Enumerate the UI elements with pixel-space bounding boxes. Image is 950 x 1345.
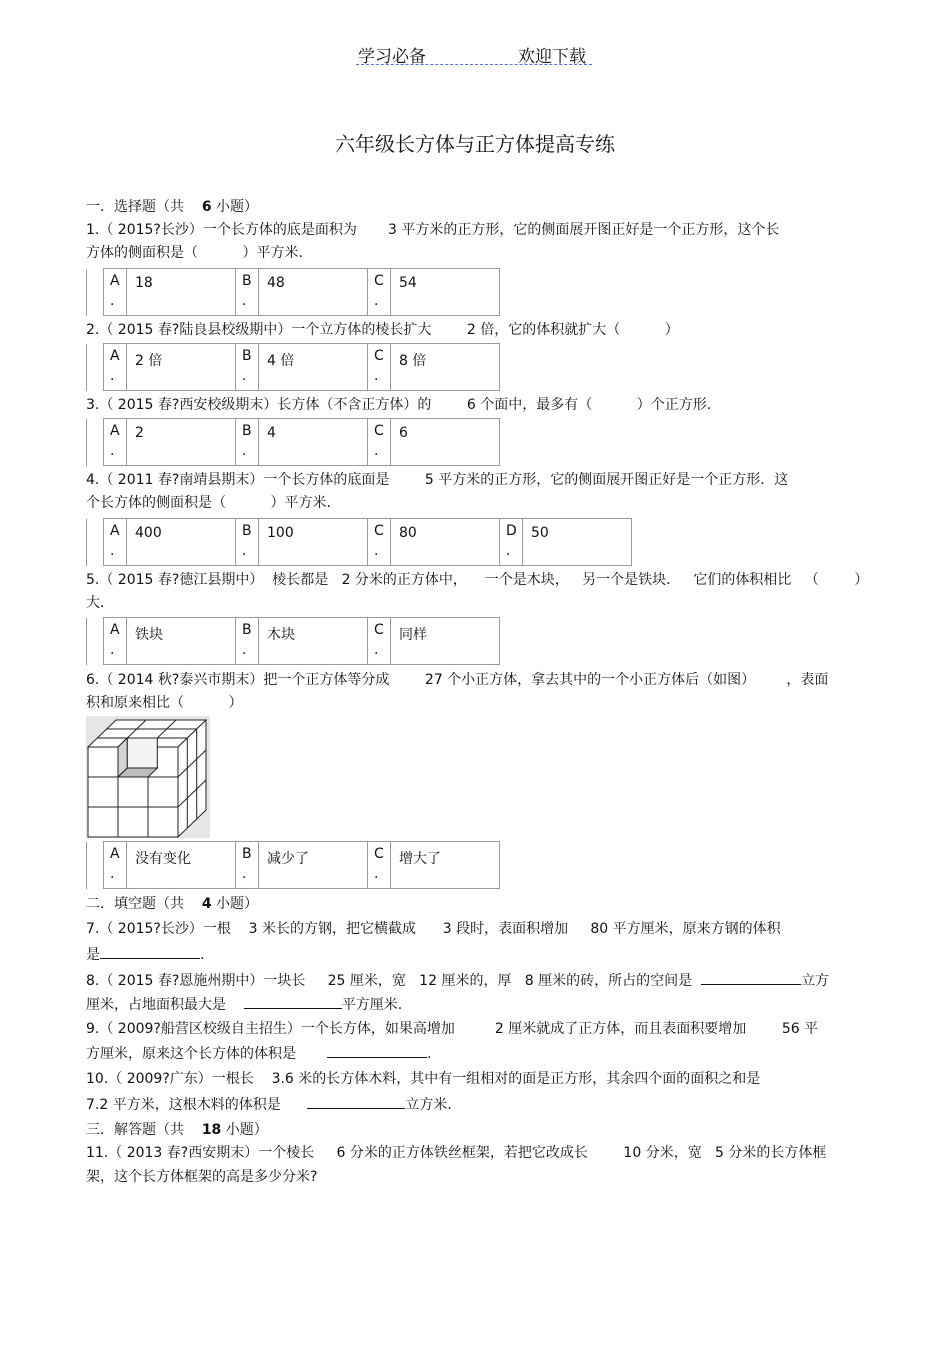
- question-8-line-2: 厘米，占地面积最大是 平方厘米.: [86, 994, 402, 1014]
- option-b-value[interactable]: 48: [259, 269, 368, 316]
- section-suffix: 小题）: [216, 896, 259, 912]
- question-7-line-1: 7.（ 2015?长沙）一根 3 米长的方钢，把它横截成 3 段时，表面积增加 80 平方厘米，原来方钢的体积: [86, 921, 781, 937]
- page-header: [356, 42, 592, 65]
- option-spacer: [87, 344, 104, 391]
- question-3-options: [86, 418, 500, 466]
- answer-blank[interactable]: [701, 970, 801, 985]
- option-b-value[interactable]: 木块: [259, 618, 368, 665]
- cube-figure: [86, 716, 210, 838]
- option-a-letter[interactable]: A .: [104, 842, 127, 889]
- question-3-line-1: 3.（ 2015 春?西安校级期末）长方体（不含正方体）的 6 个面中，最多有（ ）个正方形.: [86, 397, 712, 413]
- option-a-value[interactable]: 400: [127, 519, 236, 566]
- option-c-value[interactable]: 6: [391, 419, 500, 466]
- question-5-line-2: 大.: [86, 595, 105, 611]
- page-title: 六年级长方体与正方体提高专练: [335, 132, 615, 156]
- question-11-line-1: 11.（ 2013 春?西安期末）一个棱长 6 分米的正方体铁丝框架，若把它改成长 10 分米，宽 5 分米的长方体框: [86, 1145, 827, 1161]
- option-c-value[interactable]: 54: [391, 269, 500, 316]
- section-prefix: 一．选择题（共: [86, 199, 184, 215]
- option-a-letter[interactable]: A .: [104, 419, 127, 466]
- option-c-letter[interactable]: C .: [368, 419, 391, 466]
- question-2-options: [86, 343, 500, 391]
- option-b-letter[interactable]: B .: [236, 419, 259, 466]
- option-a-value[interactable]: 2 倍: [127, 344, 236, 391]
- question-6-line-1: 6.（ 2014 秋?泰兴市期末）把一个正方体等分成 27 个小正方体，拿去其中的一个小正方体后（如图） ，表面: [86, 672, 829, 688]
- header-left-text: 学习必备: [358, 47, 426, 67]
- question-1-line-2: 方体的侧面积是（ ）平方米.: [86, 245, 303, 261]
- option-a-value[interactable]: 18: [127, 269, 236, 316]
- question-11-line-2: 架，这个长方体框架的高是多少分米?: [86, 1169, 318, 1185]
- option-c-letter[interactable]: C .: [368, 618, 391, 665]
- question-2-line-1: 2.（ 2015 春?陆良县校级期中）一个立方体的棱长扩大 2 倍，它的体积就扩大（ ）: [86, 322, 679, 338]
- question-9-line-1: 9.（ 2009?船营区校级自主招生）一个长方体，如果高增加 2 厘米就成了正方体，而且表面积要增加 56 平: [86, 1021, 819, 1037]
- option-c-letter[interactable]: C .: [368, 269, 391, 316]
- question-4-options: [86, 518, 632, 566]
- question-9-line-2: 方厘米，原来这个长方体的体积是 .: [86, 1043, 432, 1063]
- section-prefix: 三．解答题（共: [86, 1122, 184, 1138]
- option-d-letter[interactable]: D .: [500, 519, 523, 566]
- option-spacer: [87, 618, 104, 665]
- option-a-letter[interactable]: A .: [104, 269, 127, 316]
- option-a-value[interactable]: 没有变化: [127, 842, 236, 889]
- option-c-value[interactable]: 80: [391, 519, 500, 566]
- answer-blank[interactable]: [327, 1043, 427, 1058]
- option-a-value[interactable]: 铁块: [127, 618, 236, 665]
- option-b-letter[interactable]: B .: [236, 344, 259, 391]
- answer-blank[interactable]: [244, 994, 342, 1009]
- question-5-line-1: 5.（ 2015 春?德江县期中） 棱长都是 2 分米的正方体中， 一个是木块， 另一个是铁块． 它们的体积相比 （ ）: [86, 572, 869, 588]
- question-8-line-1: 8.（ 2015 春?恩施州期中）一块长 25 厘米，宽 12 厘米的，厚 8 厘米的砖，所占的空间是 立方: [86, 970, 829, 990]
- section-answer-heading: [86, 1119, 268, 1139]
- section-fill-heading: [86, 893, 258, 913]
- section-count: 4: [201, 896, 212, 912]
- section-count: 6: [201, 199, 212, 215]
- option-b-letter[interactable]: B .: [236, 519, 259, 566]
- question-7-line-2: 是 .: [86, 944, 204, 964]
- section-suffix: 小题）: [225, 1122, 268, 1138]
- question-1-options: [86, 268, 500, 316]
- section-suffix: 小题）: [216, 199, 259, 215]
- option-c-value[interactable]: 8 倍: [391, 344, 500, 391]
- question-4-line-2: 个长方体的侧面积是（ ）平方米.: [86, 495, 331, 511]
- section-count: 18: [201, 1122, 222, 1138]
- question-5-options: [86, 617, 500, 665]
- option-b-value[interactable]: 100: [259, 519, 368, 566]
- option-spacer: [87, 419, 104, 466]
- answer-blank[interactable]: [100, 944, 200, 959]
- option-b-value[interactable]: 4: [259, 419, 368, 466]
- missing-cube-notch: [118, 738, 157, 777]
- option-c-letter[interactable]: C .: [368, 344, 391, 391]
- question-1-line-1: 1.（ 2015?长沙）一个长方体的底是面积为 3 平方米的正方形，它的侧面展开图正好是一个正方形，这个长: [86, 222, 780, 238]
- question-6-line-2: 积和原来相比（ ）: [86, 695, 243, 711]
- option-b-value[interactable]: 4 倍: [259, 344, 368, 391]
- option-a-letter[interactable]: A .: [104, 344, 127, 391]
- question-10-line-1: 10.（ 2009?广东）一根长 3.6 米的长方体木料，其中有一组相对的面是正方形，其余四个面的面积之和是: [86, 1071, 761, 1087]
- option-spacer: [87, 269, 104, 316]
- option-a-letter[interactable]: A .: [104, 618, 127, 665]
- option-spacer: [87, 519, 104, 566]
- section-choice-heading: [86, 196, 258, 216]
- option-c-value[interactable]: 增大了: [391, 842, 500, 889]
- option-a-value[interactable]: 2: [127, 419, 236, 466]
- header-right-text: 欢迎下载: [518, 47, 586, 67]
- option-c-letter[interactable]: C .: [368, 842, 391, 889]
- option-a-letter[interactable]: A .: [104, 519, 127, 566]
- section-prefix: 二．填空题（共: [86, 896, 184, 912]
- option-c-value[interactable]: 同样: [391, 618, 500, 665]
- option-spacer: [87, 842, 104, 889]
- question-4-line-1: 4.（ 2011 春?南靖县期末）一个长方体的底面是 5 平方米的正方形，它的侧面展开图正好是一个正方形．这: [86, 472, 789, 488]
- option-b-letter[interactable]: B .: [236, 269, 259, 316]
- option-b-letter[interactable]: B .: [236, 842, 259, 889]
- option-c-letter[interactable]: C .: [368, 519, 391, 566]
- question-6-options: [86, 841, 500, 889]
- option-b-letter[interactable]: B .: [236, 618, 259, 665]
- answer-blank[interactable]: [307, 1094, 405, 1109]
- question-10-line-2: 7.2 平方米，这根木料的体积是 立方米.: [86, 1094, 452, 1114]
- option-d-value[interactable]: 50: [523, 519, 632, 566]
- option-b-value[interactable]: 减少了: [259, 842, 368, 889]
